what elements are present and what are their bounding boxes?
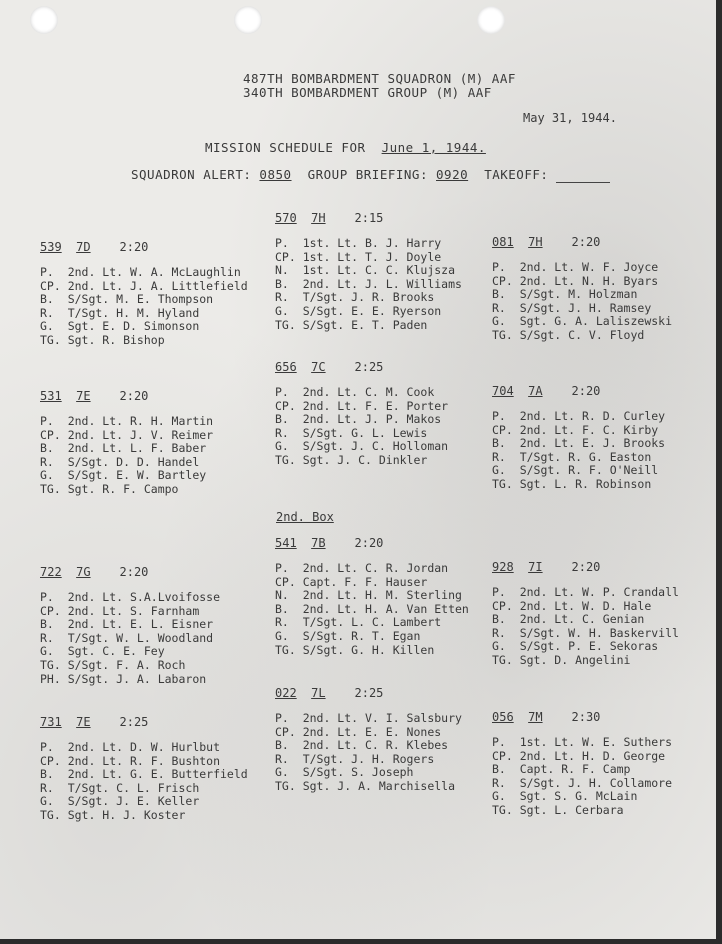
crew-block-header — [40, 565, 220, 579]
plane-number: 722 — [40, 565, 62, 579]
crew-member: R. T/Sgt. R. G. Easton — [492, 449, 652, 464]
crew-block — [275, 536, 469, 657]
crew-member: TG. Sgt. H. J. Koster — [40, 807, 186, 822]
crew-member: R. S/Sgt. D. D. Handel — [40, 454, 200, 469]
briefing-time: 0920 — [436, 167, 469, 182]
crew-member: P. 2nd. Lt. R. D. Curley — [492, 409, 666, 423]
plane-code: 7D — [76, 240, 91, 254]
crew-member: B. 2nd. Lt. C. Genian — [492, 612, 645, 627]
flight-time: 2:30 — [571, 710, 601, 724]
crew-block — [275, 211, 462, 332]
crew-member: TG. S/Sgt. C. V. Floyd — [492, 327, 645, 342]
crew-member: G. S/Sgt. R. F. O'Neill — [492, 463, 659, 478]
crew-member: CP. 2nd. Lt. H. D. George — [492, 748, 666, 763]
plane-number: 022 — [275, 686, 297, 700]
crew-block-header — [40, 240, 248, 254]
crew-block-header — [492, 560, 679, 574]
punch-hole — [477, 6, 505, 34]
crew-block-header — [275, 211, 462, 225]
crew-member: B. 2nd. Lt. C. R. Klebes — [275, 738, 449, 753]
plane-number: 081 — [492, 235, 514, 249]
crew-member: R. S/Sgt. G. L. Lewis — [275, 425, 428, 440]
plane-number: 541 — [275, 536, 297, 550]
plane-number: 704 — [492, 384, 514, 398]
crew-member: R. S/Sgt. J. H. Collamore — [492, 775, 673, 790]
document-date: May 31, 1944. — [523, 111, 617, 125]
squadron-title: 487TH BOMBARDMENT SQUADRON (M) AAF — [243, 71, 516, 86]
crew-member: TG. S/Sgt. E. T. Paden — [275, 317, 428, 332]
crew-member: CP. 2nd. Lt. N. H. Byars — [492, 273, 659, 288]
flight-time: 2:25 — [354, 686, 384, 700]
crew-block-header — [275, 536, 469, 550]
crew-block-header — [275, 360, 448, 374]
flight-time: 2:20 — [119, 389, 149, 403]
punch-hole — [234, 6, 262, 34]
crew-member: P. 2nd. Lt. D. W. Hurlbut — [40, 740, 221, 754]
crew-member: CP. 2nd. Lt. F. C. Kirby — [492, 422, 659, 437]
crew-member: G. Sgt. C. E. Fey — [40, 644, 165, 659]
crew-block-header — [40, 715, 248, 729]
crew-member: TG. Sgt. R. F. Campo — [40, 481, 179, 496]
crew-member: P. 1st. Lt. B. J. Harry — [275, 236, 442, 250]
alert-time: 0850 — [259, 167, 292, 182]
crew-member: CP. 2nd. Lt. J. A. Littlefield — [40, 278, 248, 293]
group-title: 340TH BOMBARDMENT GROUP (M) AAF — [243, 85, 492, 100]
plane-code: 7G — [76, 565, 91, 579]
plane-number: 531 — [40, 389, 62, 403]
crew-block-header — [492, 235, 672, 249]
plane-number: 539 — [40, 240, 62, 254]
crew-member: R. S/Sgt. J. H. Ramsey — [492, 300, 652, 315]
crew-member: G. S/Sgt. S. Joseph — [275, 765, 414, 780]
plane-code: 7E — [76, 715, 91, 729]
crew-member: TG. Sgt. J. C. Dinkler — [275, 452, 428, 467]
plane-number: 731 — [40, 715, 62, 729]
crew-block — [492, 235, 672, 343]
crew-block — [275, 360, 448, 468]
crew-block — [492, 710, 672, 818]
flight-time: 2:20 — [571, 560, 601, 574]
crew-member: B. 2nd. Lt. E. L. Eisner — [40, 617, 214, 632]
crew-member: CP. 2nd. Lt. W. D. Hale — [492, 598, 652, 613]
crew-member: P. 2nd. Lt. V. I. Salsbury — [275, 711, 462, 725]
crew-member: TG. S/Sgt. F. A. Roch — [40, 657, 186, 672]
crew-block — [40, 240, 248, 348]
crew-member: R. T/Sgt. J. R. Brooks — [275, 290, 435, 305]
mission-schedule-label: MISSION SCHEDULE FOR — [205, 140, 366, 155]
crew-member: R. T/Sgt. L. C. Lambert — [275, 615, 442, 630]
takeoff-blank — [556, 168, 610, 183]
crew-member: CP. 1st. Lt. T. J. Doyle — [275, 249, 442, 264]
mission-schedule-line — [205, 141, 486, 155]
crew-member: P. 1st. Lt. W. E. Suthers — [492, 735, 673, 749]
crew-member: TG. Sgt. L. Cerbara — [492, 802, 624, 817]
crew-member: G. S/Sgt. E. W. Bartley — [40, 468, 207, 483]
crew-member: B. 2nd. Lt. H. A. Van Etten — [275, 601, 469, 616]
crew-member: B. 2nd. Lt. J. L. Williams — [275, 276, 462, 291]
crew-member: CP. 2nd. Lt. F. E. Porter — [275, 398, 449, 413]
crew-block — [40, 715, 248, 823]
crew-member: P. 2nd. Lt. S.A.Lvoifosse — [40, 590, 221, 604]
crew-block — [40, 565, 220, 686]
alert-line — [131, 168, 610, 183]
crew-member: G. S/Sgt. J. E. Keller — [40, 794, 200, 809]
flight-time: 2:25 — [354, 360, 384, 374]
crew-block — [275, 686, 462, 794]
crew-member: R. S/Sgt. W. H. Baskervill — [492, 625, 679, 640]
flight-time: 2:20 — [119, 565, 149, 579]
plane-number: 656 — [275, 360, 297, 374]
crew-member: B. 2nd. Lt. E. J. Brooks — [492, 436, 666, 451]
crew-block-header — [492, 384, 665, 398]
crew-member: CP. 2nd. Lt. J. V. Reimer — [40, 427, 214, 442]
plane-code: 7H — [528, 235, 543, 249]
crew-member: P. 2nd. Lt. R. H. Martin — [40, 414, 214, 428]
crew-member: R. T/Sgt. W. L. Woodland — [40, 630, 214, 645]
crew-block — [40, 389, 213, 497]
crew-member: TG. S/Sgt. G. H. Killen — [275, 642, 435, 657]
crew-member: G. Sgt. E. D. Simonson — [40, 319, 200, 334]
crew-member: B. 2nd. Lt. J. P. Makos — [275, 412, 442, 427]
plane-code: 7E — [76, 389, 91, 403]
mission-schedule-date: June 1, 1944. — [381, 140, 486, 155]
page-edge — [0, 939, 722, 944]
crew-member: P. 2nd. Lt. W. A. McLaughlin — [40, 265, 241, 279]
crew-member: TG. Sgt. D. Angelini — [492, 652, 631, 667]
crew-member: TG. Sgt. L. R. Robinson — [492, 476, 652, 491]
crew-block-header — [492, 710, 672, 724]
flight-time: 2:25 — [119, 715, 149, 729]
crew-member: P. 2nd. Lt. C. R. Jordan — [275, 561, 449, 575]
plane-number: 928 — [492, 560, 514, 574]
plane-code: 7C — [311, 360, 326, 374]
crew-member: B. S/Sgt. M. Holzman — [492, 287, 638, 302]
crew-member: R. T/Sgt. J. H. Rogers — [275, 751, 435, 766]
crew-member: PH. S/Sgt. J. A. Labaron — [40, 671, 207, 686]
crew-member: CP. Capt. F. F. Hauser — [275, 574, 428, 589]
crew-member: G. S/Sgt. J. C. Holloman — [275, 439, 449, 454]
plane-code: 7L — [311, 686, 326, 700]
crew-member: G. S/Sgt. E. E. Ryerson — [275, 303, 442, 318]
crew-member: R. T/Sgt. H. M. Hyland — [40, 305, 200, 320]
flight-time: 2:20 — [571, 235, 601, 249]
plane-code: 7I — [528, 560, 543, 574]
punch-hole — [30, 6, 58, 34]
flight-time: 2:20 — [119, 240, 149, 254]
plane-number: 056 — [492, 710, 514, 724]
crew-member: CP. 2nd. Lt. E. E. Nones — [275, 724, 442, 739]
crew-member: G. Sgt. G. A. Laliszewski — [492, 314, 673, 329]
crew-member: CP. 2nd. Lt. S. Farnham — [40, 603, 200, 618]
page-edge — [716, 0, 722, 944]
crew-member: G. S/Sgt. R. T. Egan — [275, 628, 421, 643]
plane-code: 7A — [528, 384, 543, 398]
crew-member: R. T/Sgt. C. L. Frisch — [40, 780, 200, 795]
flight-time: 2:15 — [354, 211, 384, 225]
crew-member: G. Sgt. S. G. McLain — [492, 789, 638, 804]
flight-time: 2:20 — [571, 384, 601, 398]
crew-member: N. 1st. Lt. C. C. Klujsza — [275, 263, 456, 278]
crew-member: TG. Sgt. R. Bishop — [40, 332, 165, 347]
crew-member: P. 2nd. Lt. C. M. Cook — [275, 385, 435, 399]
plane-code: 7M — [528, 710, 543, 724]
alert-label: SQUADRON ALERT: — [131, 167, 252, 182]
crew-block — [492, 560, 679, 668]
second-box-label: 2nd. Box — [276, 510, 334, 524]
crew-member: B. S/Sgt. M. E. Thompson — [40, 292, 214, 307]
plane-code: 7H — [311, 211, 326, 225]
crew-member: P. 2nd. Lt. W. F. Joyce — [492, 260, 659, 274]
plane-code: 7B — [311, 536, 326, 550]
crew-block — [492, 384, 665, 492]
flight-time: 2:20 — [354, 536, 384, 550]
crew-block-header — [275, 686, 462, 700]
crew-member: G. S/Sgt. P. E. Sekoras — [492, 639, 659, 654]
plane-number: 570 — [275, 211, 297, 225]
crew-block-header — [40, 389, 213, 403]
crew-member: B. 2nd. Lt. L. F. Baber — [40, 441, 207, 456]
crew-member: TG. Sgt. J. A. Marchisella — [275, 778, 456, 793]
crew-member: N. 2nd. Lt. H. M. Sterling — [275, 588, 462, 603]
crew-member: B. 2nd. Lt. G. E. Butterfield — [40, 767, 248, 782]
takeoff-label: TAKEOFF: — [484, 167, 549, 182]
crew-member: CP. 2nd. Lt. R. F. Bushton — [40, 753, 221, 768]
crew-member: B. Capt. R. F. Camp — [492, 762, 631, 777]
crew-member: P. 2nd. Lt. W. P. Crandall — [492, 585, 679, 599]
briefing-label: GROUP BRIEFING: — [307, 167, 428, 182]
